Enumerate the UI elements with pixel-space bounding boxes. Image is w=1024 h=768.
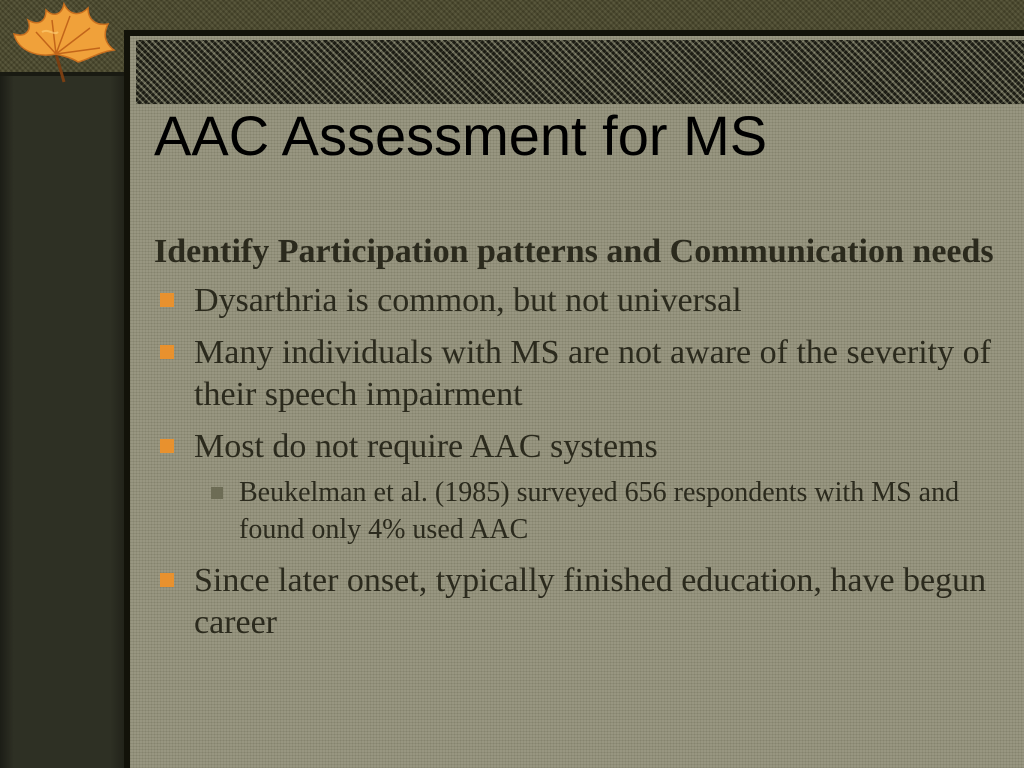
bullet-text: Most do not require AAC systems (194, 428, 658, 465)
bullet-item (154, 560, 1014, 644)
slide-title: AAC Assessment for MS (154, 104, 768, 167)
sub-bullet-text: Beukelman et al. (1985) surveyed 656 respondents with MS and found only 4% used AAC (239, 477, 960, 545)
bullet-item (154, 280, 1014, 322)
autumn-leaf-icon (6, 2, 116, 90)
bullet-text: Many individuals with MS are not aware of the severity of their speech impairment (194, 334, 991, 413)
square-bullet-icon (160, 439, 174, 453)
left-sidebar-band (0, 72, 124, 768)
slide-heading: Identify Participation patterns and Communication needs (154, 233, 994, 270)
slide-panel (124, 30, 1024, 768)
bullet-text: Since later onset, typically finished education, have begun career (194, 562, 987, 641)
square-bullet-icon (160, 345, 174, 359)
square-sub-bullet-icon (211, 487, 223, 499)
slide-top-texture-band (136, 40, 1024, 104)
bullet-item (154, 332, 1014, 416)
bullet-item (154, 426, 1014, 468)
square-bullet-icon (160, 573, 174, 587)
bullet-text: Dysarthria is common, but not universal (194, 282, 742, 319)
slide-body (154, 230, 1014, 654)
sub-bullet-item (154, 474, 1014, 548)
square-bullet-icon (160, 293, 174, 307)
